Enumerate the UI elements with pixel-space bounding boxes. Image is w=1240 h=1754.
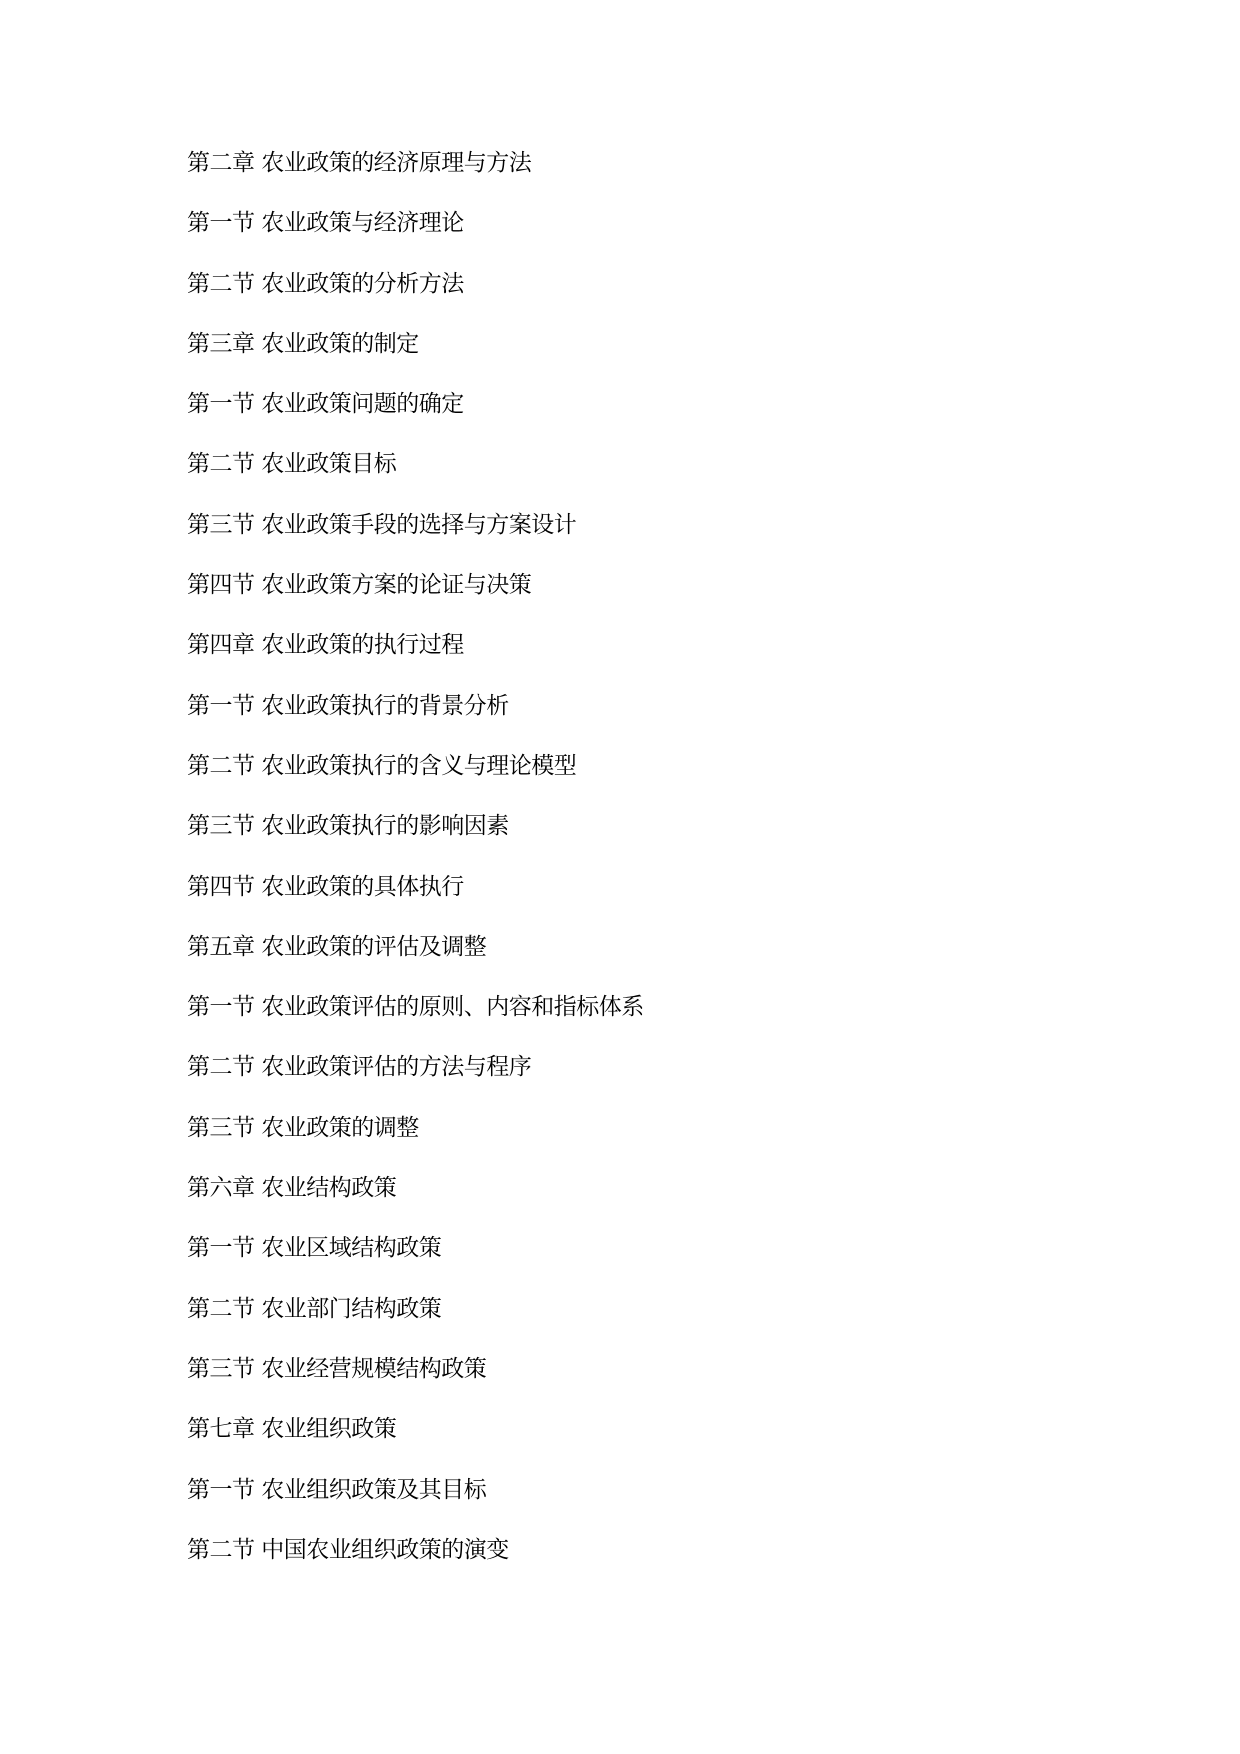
- toc-section-7-1: 第一节 农业组织政策及其目标: [187, 1476, 487, 1503]
- toc-chapter-5: 第五章 农业政策的评估及调整: [187, 933, 487, 960]
- toc-section-4-3: 第三节 农业政策执行的影响因素: [187, 813, 509, 840]
- toc-section-4-1: 第一节 农业政策执行的背景分析: [187, 692, 509, 719]
- toc-section-5-3: 第三节 农业政策的调整: [187, 1114, 419, 1141]
- toc-section-6-2: 第二节 农业部门结构政策: [187, 1295, 442, 1322]
- toc-section-3-3: 第三节 农业政策手段的选择与方案设计: [187, 511, 577, 538]
- toc-chapter-2: 第二章 农业政策的经济原理与方法: [187, 150, 532, 176]
- toc-section-6-3: 第三节 农业经营规模结构政策: [187, 1355, 487, 1382]
- toc-section-7-2: 第二节 中国农业组织政策的演变: [187, 1536, 509, 1563]
- toc-section-6-1: 第一节 农业区域结构政策: [187, 1235, 442, 1262]
- toc-section-4-4: 第四节 农业政策的具体执行: [187, 873, 464, 900]
- toc-chapter-6: 第六章 农业结构政策: [187, 1175, 397, 1202]
- toc-chapter-4: 第四章 农业政策的执行过程: [187, 632, 464, 659]
- toc-chapter-3: 第三章 农业政策的制定: [187, 330, 419, 357]
- toc-section-3-4: 第四节 农业政策方案的论证与决策: [187, 572, 532, 599]
- toc-section-5-1: 第一节 农业政策评估的原则、内容和指标体系: [187, 994, 644, 1021]
- toc-section-2-2: 第二节 农业政策的分析方法: [187, 270, 464, 297]
- toc-chapter-7: 第七章 农业组织政策: [187, 1416, 397, 1443]
- toc-section-4-2: 第二节 农业政策执行的含义与理论模型: [187, 752, 577, 779]
- toc-section-3-1: 第一节 农业政策问题的确定: [187, 391, 464, 418]
- table-of-contents: [187, 152, 644, 1599]
- toc-section-5-2: 第二节 农业政策评估的方法与程序: [187, 1054, 532, 1081]
- toc-section-3-2: 第二节 农业政策目标: [187, 451, 397, 478]
- toc-section-2-1: 第一节 农业政策与经济理论: [187, 210, 464, 237]
